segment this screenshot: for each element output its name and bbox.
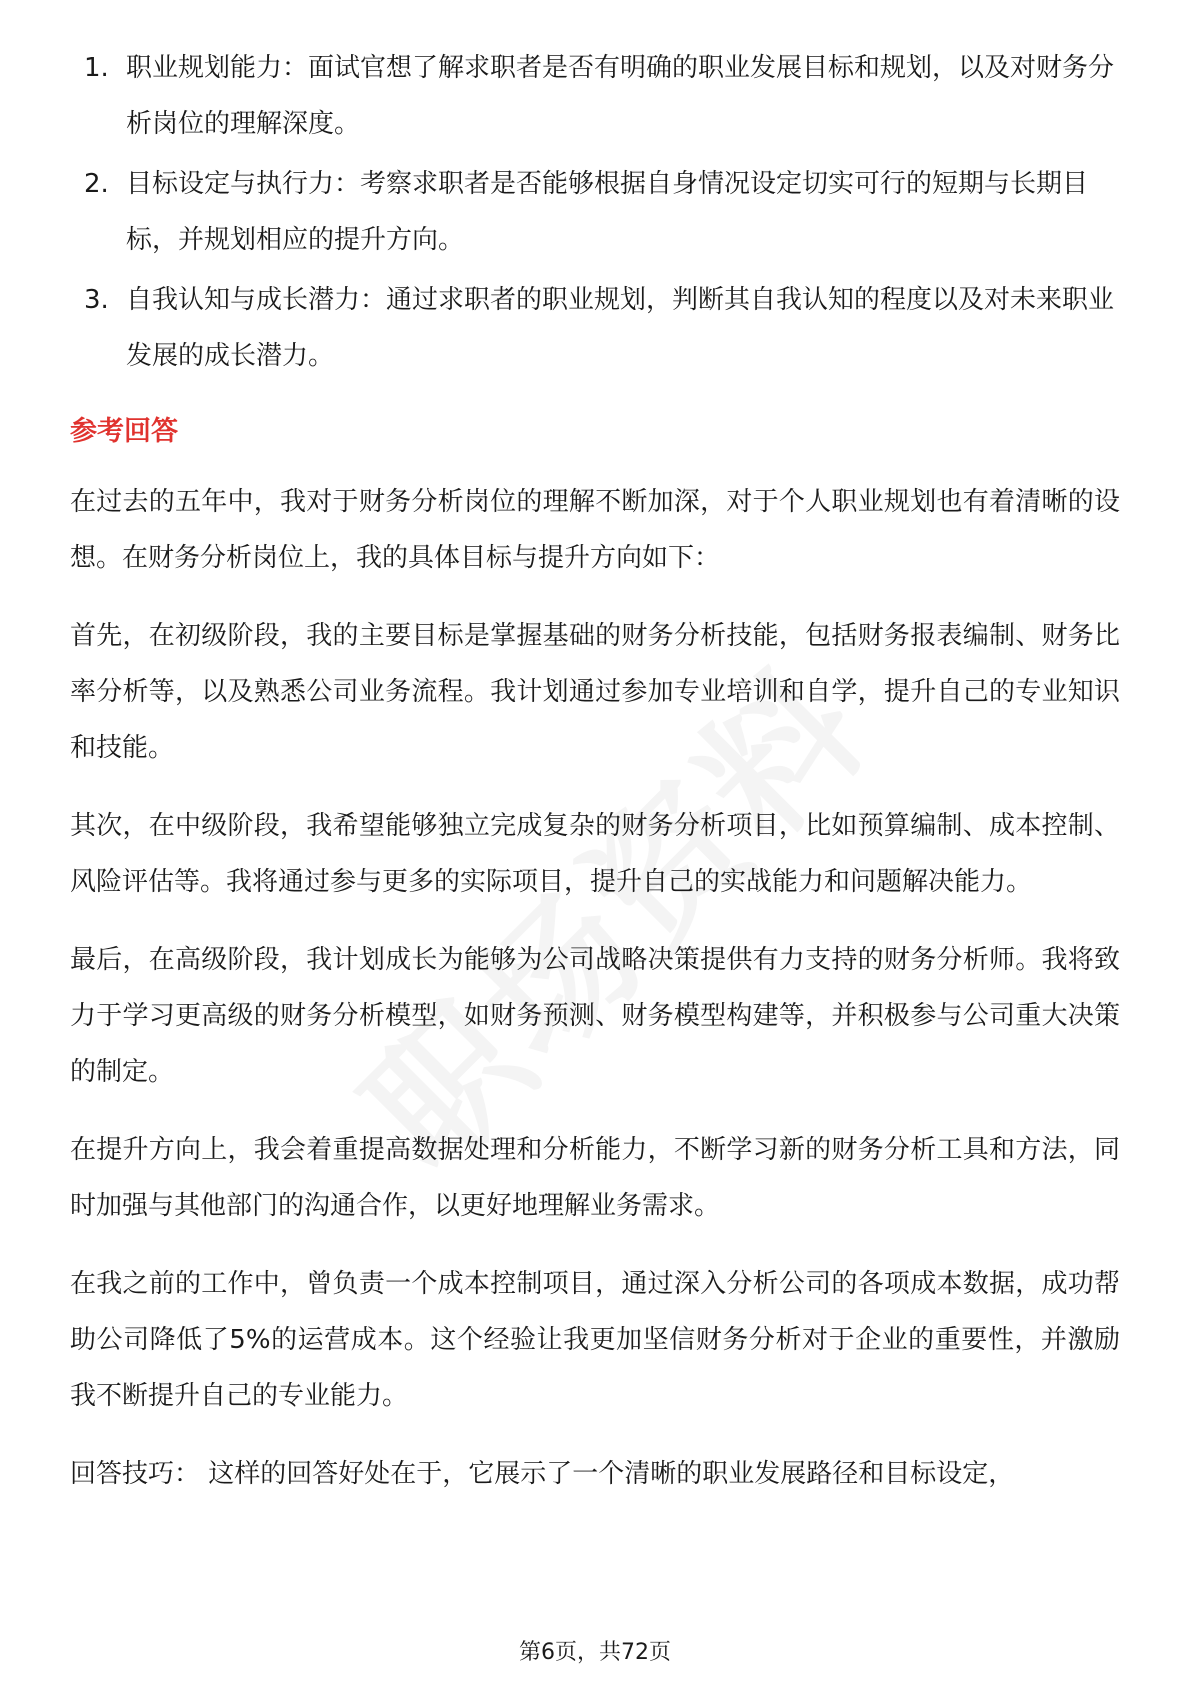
paragraph-junior-stage: 首先，在初级阶段，我的主要目标是掌握基础的财务分析技能，包括财务报表编制、财务比率分析等，以及熟悉公司业务流程。我计划通过参加专业培训和自学，提升自己的专业知识和技能。 (70, 621, 1120, 763)
paragraph-senior-stage: 最后，在高级阶段，我计划成长为能够为公司战略决策提供有力支持的财务分析师。我将致力于学习更高级的财务分析模型，如财务预测、财务模型构建等，并积极参与公司重大决策的制定。 (70, 945, 1120, 1087)
list-item-text: 自我认知与成长潜力：通过求职者的职业规划，判断其自我认知的程度以及对未来职业发展的成长潜力。 (126, 285, 1115, 371)
page-content (70, 40, 1120, 1524)
criteria-list (70, 40, 1120, 384)
list-item-number: 2. (84, 169, 109, 199)
paragraph-improvement-direction: 在提升方向上，我会着重提高数据处理和分析能力，不断学习新的财务分析工具和方法，同时加强与其他部门的沟通合作，以更好地理解业务需求。 (70, 1135, 1120, 1221)
list-item-text: 职业规划能力：面试官想了解求职者是否有明确的职业发展目标和规划，以及对财务分析岗位的理解深度。 (126, 53, 1115, 139)
reference-answer-heading: 参考回答 (70, 416, 178, 447)
paragraph-mid-stage: 其次，在中级阶段，我希望能够独立完成复杂的财务分析项目，比如预算编制、成本控制、风险评估等。我将通过参与更多的实际项目，提升自己的实战能力和问题解决能力。 (70, 811, 1120, 897)
paragraph-experience: 在我之前的工作中，曾负责一个成本控制项目，通过深入分析公司的各项成本数据，成功帮助公司降低了5%的运营成本。这个经验让我更加坚信财务分析对于企业的重要性，并激励我不断提升自己的专业能力。 (70, 1269, 1120, 1411)
list-item-number: 3. (84, 285, 109, 315)
paragraph-answer-tips: 回答技巧： 这样的回答好处在于，它展示了一个清晰的职业发展路径和目标设定， (70, 1459, 1015, 1489)
list-item (70, 272, 1120, 384)
list-item (70, 156, 1120, 268)
page-number-footer: 第6页，共72页 (519, 1640, 671, 1665)
list-item-number: 1. (84, 53, 109, 83)
list-item-text: 目标设定与执行力：考察求职者是否能够根据自身情况设定切实可行的短期与长期目标，并规划相应的提升方向。 (126, 169, 1089, 255)
paragraph-intro: 在过去的五年中，我对于财务分析岗位的理解不断加深，对于个人职业规划也有着清晰的设想。在财务分析岗位上，我的具体目标与提升方向如下： (70, 487, 1120, 573)
list-item (70, 40, 1120, 152)
